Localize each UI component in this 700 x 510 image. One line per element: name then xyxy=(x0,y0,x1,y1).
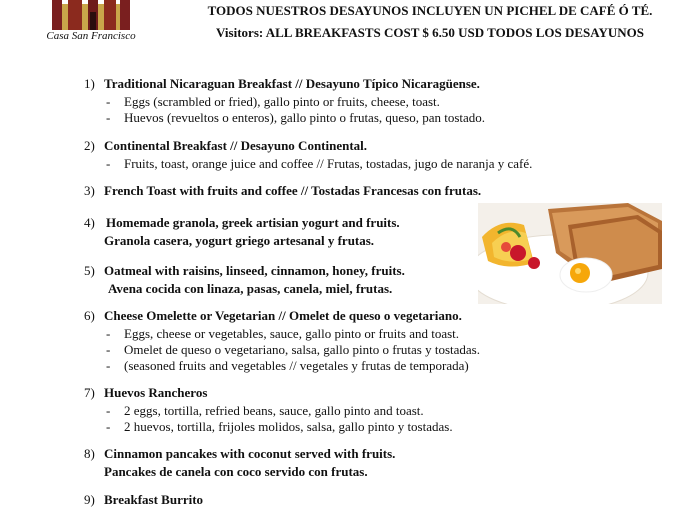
item-title: Cheese Omelette or Vegetarian // Omelet de queso o vegetariano. xyxy=(104,308,462,323)
item-number: 8) xyxy=(84,446,95,461)
item-title: Huevos Rancheros xyxy=(104,385,208,400)
menu-item-8 xyxy=(84,446,564,482)
item-detail: - Omelet de queso o vegetariano, salsa, gallo pinto o frutas y tostadas. xyxy=(106,342,480,357)
item-number: 4) xyxy=(84,215,95,230)
bullet-dash: - xyxy=(106,156,111,171)
menu-item-2 xyxy=(84,138,564,172)
item-number: 9) xyxy=(84,492,95,507)
bullet-dash: - xyxy=(106,342,111,357)
item-title: Cinnamon pancakes with coconut served with fruits. xyxy=(104,446,396,461)
item-title: Oatmeal with raisins, linseed, cinnamon, honey, fruits. xyxy=(104,263,405,278)
menu-item-3 xyxy=(84,183,564,201)
breakfast-photo xyxy=(478,203,662,304)
item-number: 7) xyxy=(84,385,95,400)
item-detail: - Eggs (scrambled or fried), gallo pinto or fruits, cheese, toast. xyxy=(106,94,440,109)
item-title: Breakfast Burrito xyxy=(104,492,204,507)
menu-item-6 xyxy=(84,308,564,374)
item-number: 3) xyxy=(84,183,95,198)
bullet-dash: - xyxy=(106,419,111,434)
item-subtitle: Avena cocida con linaza, pasas, canela, miel, frutas. xyxy=(108,281,393,296)
bullet-dash: - xyxy=(106,326,111,341)
item-detail: - Huevos (revueltos o enteros), gallo pinto o frutas, queso, pan tostado. xyxy=(106,110,486,125)
item-subtitle: Granola casera, yogurt griego artesanal y frutas. xyxy=(104,233,375,248)
menu-item-1 xyxy=(84,76,564,126)
bullet-dash: - xyxy=(106,94,111,109)
item-detail: - 2 eggs, tortilla, refried beans, sauce, gallo pinto and toast. xyxy=(106,403,424,418)
item-number: 1) xyxy=(84,76,95,91)
item-detail: - (seasoned fruits and vegetables // vegetales y frutas de temporada) xyxy=(106,358,469,373)
menu-item-7 xyxy=(84,385,564,435)
item-number: 2) xyxy=(84,138,95,153)
bullet-dash: - xyxy=(106,403,111,418)
item-title: Continental Breakfast // Desayuno Continental. xyxy=(104,138,368,153)
item-number: 6) xyxy=(84,308,95,323)
item-number: 5) xyxy=(84,263,95,278)
item-title: Homemade granola, greek artisian yogurt and fruits. xyxy=(106,215,400,230)
item-detail: - Eggs, cheese or vegetables, sauce, gallo pinto or fruits and toast. xyxy=(106,326,460,341)
header-coffee-note: TODOS NUESTROS DESAYUNOS INCLUYEN UN PICHEL DE CAFÉ Ó TÉ. xyxy=(207,3,653,18)
item-detail: - 2 huevos, tortilla, frijoles molidos, salsa, gallo pinto y tostadas. xyxy=(106,419,453,434)
item-title: French Toast with fruits and coffee // Tostadas Francesas con frutas. xyxy=(104,183,482,198)
item-title: Traditional Nicaraguan Breakfast // Desayuno Típico Nicaragüense. xyxy=(104,76,480,91)
header-price-note: Visitors: ALL BREAKFASTS COST $ 6.50 USD TODOS LOS DESAYUNOS xyxy=(216,25,644,40)
item-subtitle: Pancakes de canela con coco servido con frutas. xyxy=(104,464,368,479)
bullet-dash: - xyxy=(106,358,111,373)
bullet-dash: - xyxy=(106,110,111,125)
menu-item-9 xyxy=(84,492,564,510)
item-detail: - Fruits, toast, orange juice and coffee // Frutas, tostadas, jugo de naranja y café. xyxy=(106,156,533,171)
logo-text: Casa San Francisco xyxy=(46,30,136,42)
